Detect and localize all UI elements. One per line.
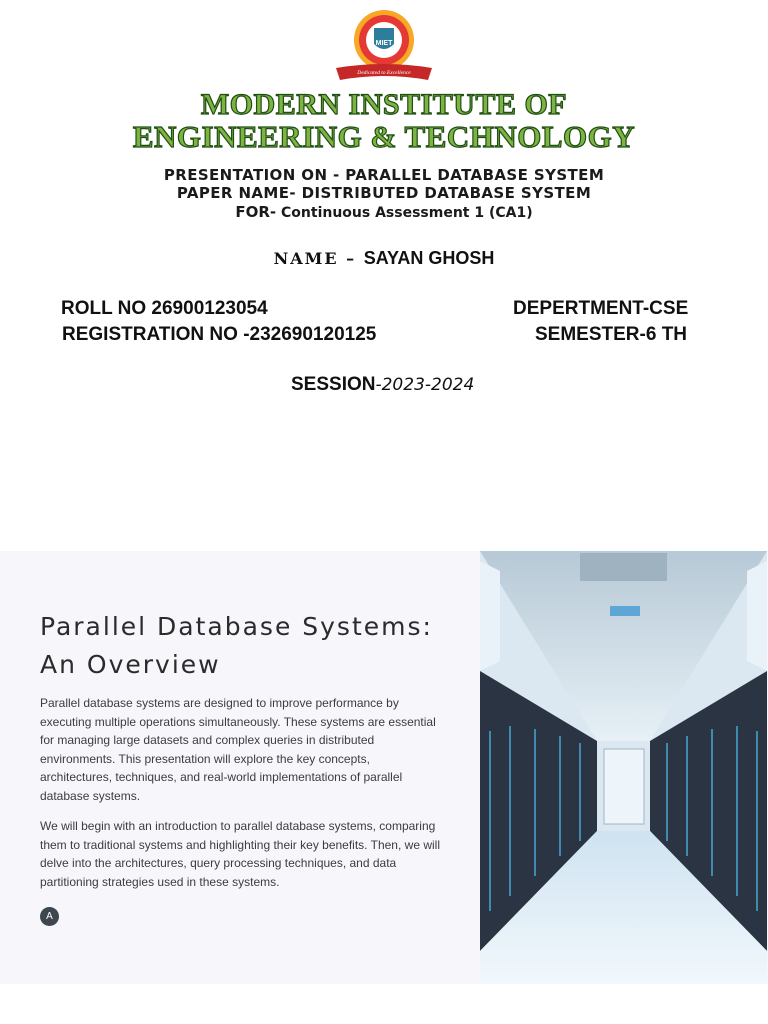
slide-title — [40, 608, 433, 684]
far-door — [604, 749, 644, 824]
slide-title-line1: Parallel Database Systems: — [40, 612, 433, 641]
assessment-label: FOR- — [235, 203, 277, 221]
server-room-image — [480, 551, 767, 984]
presentation-topic: PRESENTATION ON - PARALLEL DATABASE SYSTEM — [163, 166, 605, 184]
assessment-line — [0, 203, 768, 221]
slide-title-line2: An Overview — [40, 650, 221, 679]
session — [291, 374, 474, 396]
slide-paragraph-1: Parallel database systems are designed to improve performance by executing multiple operations simultaneously. These systems are essential for managing large datasets and complex queries in distributed environments. This presentation will explore the key concepts, architectures, techniques, and real-world implementations of parallel database systems. — [40, 696, 436, 803]
department: DEPERTMENT-CSE — [513, 298, 689, 319]
session-value: -2023-2024 — [375, 375, 475, 395]
institute-logo — [324, 10, 444, 84]
roll-number: ROLL NO 26900123054 — [61, 298, 268, 319]
student-name — [0, 248, 768, 269]
name-value: SAYAN GHOSH — [363, 248, 495, 268]
right-light-strip — [747, 561, 767, 671]
logo-ribbon-text: Dedicated to Excellence — [357, 70, 411, 76]
institute-name-line2: ENGINEERING & TECHNOLOGY — [132, 119, 636, 154]
name-label: NAME – — [273, 249, 364, 268]
institute-name-line1: MODERN INSTITUTE OF — [200, 88, 568, 121]
session-label: SESSION — [291, 374, 376, 395]
slide-badge[interactable]: A — [40, 907, 59, 926]
semester: SEMESTER-6 TH — [535, 324, 688, 345]
logo-emblem-text: MIET — [375, 40, 393, 47]
left-light-strip — [480, 561, 500, 671]
slide-paragraph-2: We will begin with an introduction to parallel database systems, comparing them to traditional systems and highlighting their key benefits. Then, we will delve into the architectures, query processing techniques, and data partitioning strategies used in these systems. — [40, 819, 440, 889]
paper-name: PAPER NAME- DISTRIBUTED DATABASE SYSTEM — [176, 184, 592, 202]
ceiling-panel — [610, 606, 640, 616]
assessment-value: Continuous Assessment 1 (CA1) — [276, 205, 533, 221]
ceiling-duct — [580, 553, 667, 581]
registration-number: REGISTRATION NO -232690120125 — [62, 324, 377, 345]
